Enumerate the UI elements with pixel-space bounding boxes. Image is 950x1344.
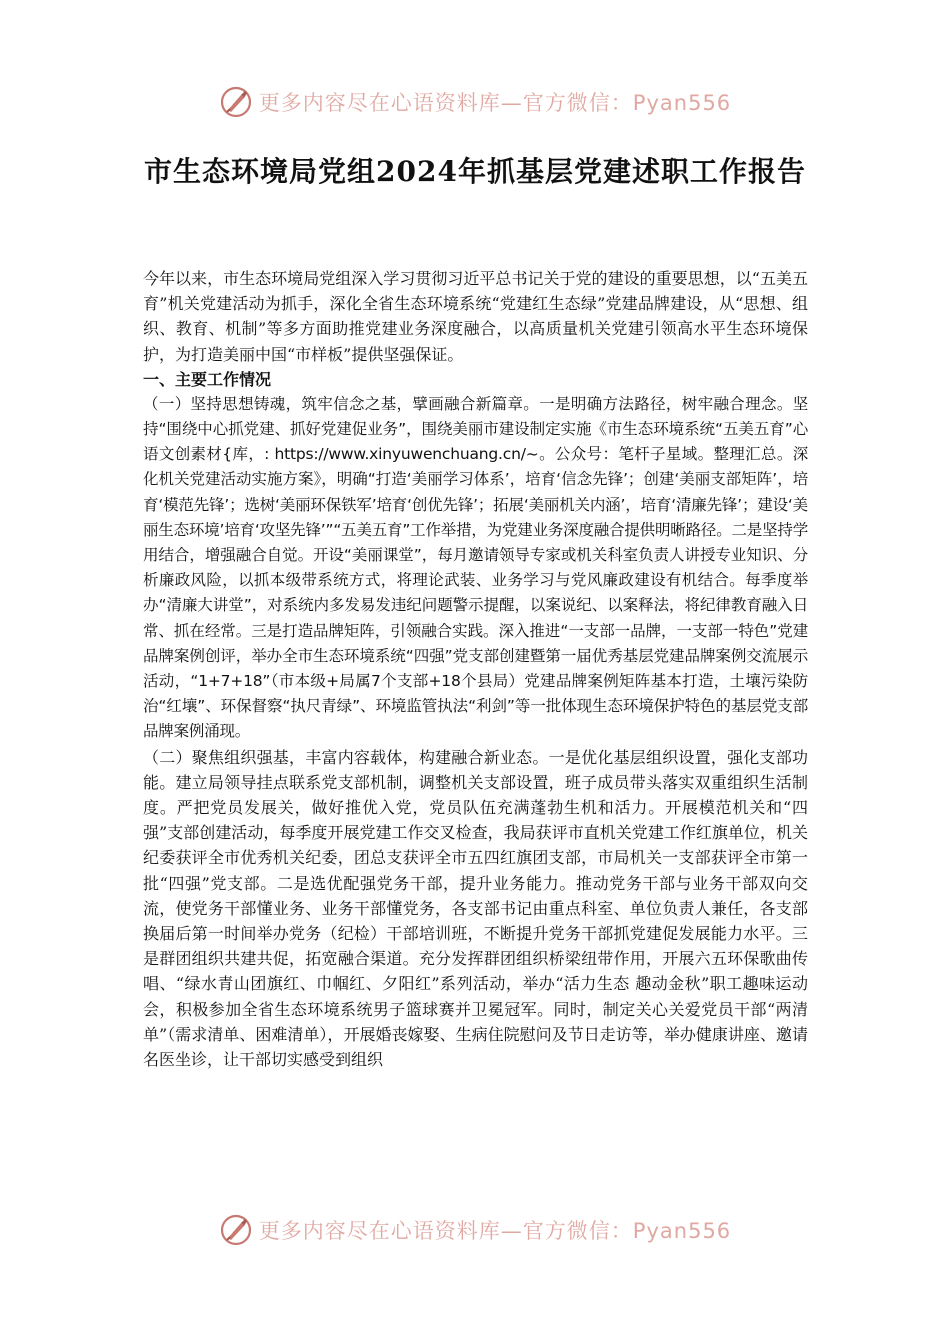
watermark-header [0, 82, 950, 122]
pen-logo-icon [219, 85, 253, 119]
watermark-text: 更多内容尽在心语资料库—官方微信：Pyan556 [258, 91, 732, 115]
document-title: 市生态环境局党组2024年抓基层党建述职工作报告 [144, 155, 806, 188]
paragraph-1: （一）坚持思想铸魂，筑牢信念之基，擘画融合新篇章。一是明确方法路径，树牢融合理念。坚持“围绕中心抓党建、抓好党建促业务”，围绕美丽市建设制定实施《市生态环境系统“五美五育”心语文创素材{库，: https://www.xinyuwenchuang.cn/~。公众号：笔杆子星域。整理汇总。深化机关党建活动实施方案》，明确“打造‘美丽学习体系’，培育‘信念先锋’；创建‘美丽支部矩阵’，培育‘模范先锋’；选树‘美丽环保铁军’培育‘创优先锋’；拓展‘美丽机关内涵’，培育‘清廉先锋’；建设‘美丽生态环境’培育‘攻坚先锋’”“五美五育”工作举措，为党建业务深度融合提供明晰路径。二是坚持学用结合，增强融合自觉。开设“美丽课堂”，每月邀请领导专家或机关科室负责人讲授专业知识、分析廉政风险，以抓本级带系统方式，将理论武装、业务学习与党风廉政建设有机结合。每季度举办“清廉大讲堂”，对系统内多发易发违纪问题警示提醒，以案说纪、以案释法，将纪律教育融入日常、抓在经常。三是打造品牌矩阵，引领融合实践。深入推进“一支部一品牌，一支部一特色”党建品牌案例创评，举办全市生态环境系统“四强”党支部创建暨第一届优秀基层党建品牌案例交流展示活动，“1+7+18”（市本级+局属7个支部+18个县局）党建品牌案例矩阵基本打造，土壤污染防治“红壤”、环保督察“执尺青绿”、环境监管执法“利剑”等一批体现生态环境保护特色的基层党支部品牌案例涌现。 [143, 394, 808, 741]
section-heading: 一、主要工作情况 [143, 369, 272, 389]
paragraph-2: （二）聚焦组织强基，丰富内容载体，构建融合新业态。一是优化基层组织设置，强化支部功能。建立局领导挂点联系党支部机制，调整机关支部设置，班子成员带头落实双重组织生活制度。严把党员发展关，做好推优入党，党员队伍充满蓬勃生机和活力。开展模范机关和“四强”支部创建活动，每季度开展党建工作交叉检查，我局获评市直机关党建工作红旗单位，机关纪委获评全市优秀机关纪委，团总支获评全市五四红旗团支部，市局机关一支部获评全市第一批“四强”党支部。二是选优配强党务干部，提升业务能力。推动党务干部与业务干部双向交流，使党务干部懂业务、业务干部懂党务，各支部书记由重点科室、单位负责人兼任，各支部换届后第一时间举办党务（纪检）干部培训班，不断提升党务干部抓党建促发展能力水平。三是群团组织共建共促，拓宽融合渠道。充分发挥群团组织桥梁纽带作用，开展六五环保歌曲传唱、“绿水青山团旗红、巾帼红、夕阳红”系列活动，举办“活力生态 趣动金秋”职工趣味运动会，积极参加全省生态环境系统男子篮球赛并卫冕冠军。同时，制定关心关爱党员干部“两清单”（需求清单、困难清单），开展婚丧嫁娶、生病住院慰问及节日走访等，举办健康讲座、邀请名医坐诊，让干部切实感受到组织 [143, 747, 808, 1070]
watermark-text: 更多内容尽在心语资料库—官方微信：Pyan556 [258, 1219, 732, 1243]
pen-logo-icon [219, 1213, 253, 1247]
watermark-footer [0, 1210, 950, 1250]
intro-paragraph: 今年以来，市生态环境局党组深入学习贯彻习近平总书记关于党的建设的重要思想，以“五美五育”机关党建活动为抓手，深化全省生态环境系统“党建红生态绿”党建品牌建设，从“思想、组织、教育、机制”等多方面助推党建业务深度融合，以高质量机关党建引领高水平生态环境保护，为打造美丽中国“市样板”提供坚强保证。 [143, 269, 808, 364]
document-body [143, 266, 808, 1072]
